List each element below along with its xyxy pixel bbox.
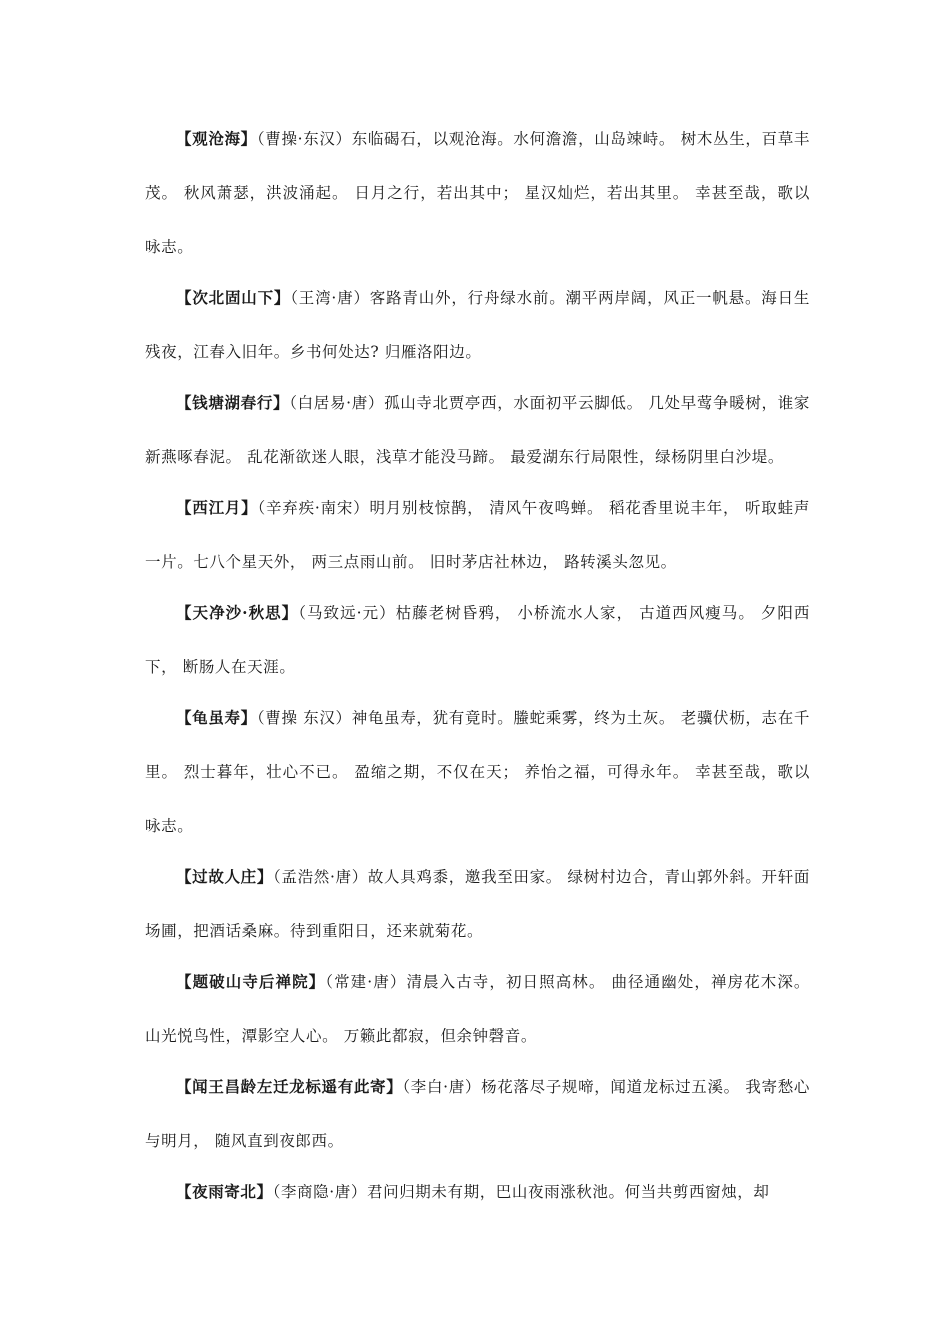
poem-author: （李白·唐） xyxy=(402,1078,482,1096)
poem-text: 杨花落尽子规啼，闻道龙标过五溪。 我寄愁心与明月， 随风直到夜郎西。 xyxy=(145,1078,810,1150)
poem-paragraph xyxy=(145,1060,810,1168)
poem-title: 【观沧海】 xyxy=(176,129,257,148)
poem-paragraph xyxy=(145,586,810,694)
poem-author: （辛弃疾·南宋） xyxy=(257,499,370,517)
poem-title: 【龟虽寿】 xyxy=(176,708,257,727)
poem-author: （常建·唐） xyxy=(325,973,407,991)
poem-author: （曹操 东汉） xyxy=(256,709,352,727)
poem-paragraph xyxy=(145,850,810,958)
poem-author: （白居易·唐） xyxy=(289,394,385,412)
poem-paragraph xyxy=(145,271,810,379)
poem-text: 孤山寺北贾亭西，水面初平云脚低。 几处早莺争暖树，谁家新燕啄春泥。 乱花渐欲迷人眼，浅草才能没马蹄。 最爱湖东行局限性，绿杨阴里白沙堤。 xyxy=(145,394,810,466)
poem-text: 客路青山外，行舟绿水前。潮平两岸阔，风正一帆悬。海日生残夜，江春入旧年。乡书何处达? 归雁洛阳边。 xyxy=(145,289,811,361)
poem-paragraph xyxy=(145,112,810,274)
poem-title: 【闻王昌龄左迁龙标遥有此寄】 xyxy=(176,1077,403,1096)
poem-title: 【过故人庄】 xyxy=(176,867,274,886)
poem-text: 君问归期未有期，巴山夜雨涨秋池。何当共剪西窗烛，却 xyxy=(367,1183,770,1201)
poem-author: （李商隐·唐） xyxy=(272,1183,367,1201)
poem-text: 故人具鸡黍，邀我至田家。 绿树村边合，青山郭外斜。开轩面场圃，把酒话桑麻。待到重阳日，还来就菊花。 xyxy=(145,868,810,940)
poem-title: 【题破山寺后禅院】 xyxy=(176,972,326,991)
poem-author: （孟浩然·唐） xyxy=(273,868,368,886)
poem-paragraph xyxy=(145,1165,810,1219)
poem-author: （曹操·东汉） xyxy=(256,130,352,148)
poem-text: 东临碣石，以观沧海。水何澹澹，山岛竦峙。 树木丛生，百草丰茂。 秋风萧瑟，洪波涌起。 日月之行，若出其中； 星汉灿烂，若出其里。 幸甚至哉，歌以咏志。 xyxy=(145,130,810,256)
poem-text: 明月别枝惊鹊， 清风午夜鸣蝉。 稻花香里说丰年， 听取蛙声一片。七八个星天外， 两三点雨山前。 旧时茅店社林边， 路转溪头忽见。 xyxy=(145,499,810,571)
poem-paragraph xyxy=(145,955,810,1063)
poem-text: 清晨入古寺，初日照高林。 曲径通幽处，禅房花木深。 山光悦鸟性，潭影空人心。 万籁此都寂，但余钟磬音。 xyxy=(145,973,810,1045)
poem-title: 【次北固山下】 xyxy=(176,288,291,307)
poem-title: 【钱塘湖春行】 xyxy=(176,393,290,412)
poem-author: （马致远·元） xyxy=(298,604,396,622)
poem-paragraph xyxy=(145,691,810,853)
document-page xyxy=(145,112,810,1216)
poem-paragraph xyxy=(145,376,810,484)
poem-title: 【夜雨寄北】 xyxy=(176,1182,273,1201)
poem-title: 【西江月】 xyxy=(176,498,258,517)
poem-author: （王湾·唐） xyxy=(290,289,370,307)
poem-text: 枯藤老树昏鸦， 小桥流水人家， 古道西风瘦马。 夕阳西下， 断肠人在天涯。 xyxy=(145,604,810,676)
poem-title: 【天净沙·秋思】 xyxy=(176,603,299,622)
poem-paragraph xyxy=(145,481,810,589)
poem-text: 神龟虽寿，犹有竟时。螣蛇乘雾，终为土灰。 老骥伏枥，志在千里。 烈士暮年，壮心不已。 盈缩之期，不仅在天； 养怡之福，可得永年。 幸甚至哉，歌以咏志。 xyxy=(145,709,810,835)
